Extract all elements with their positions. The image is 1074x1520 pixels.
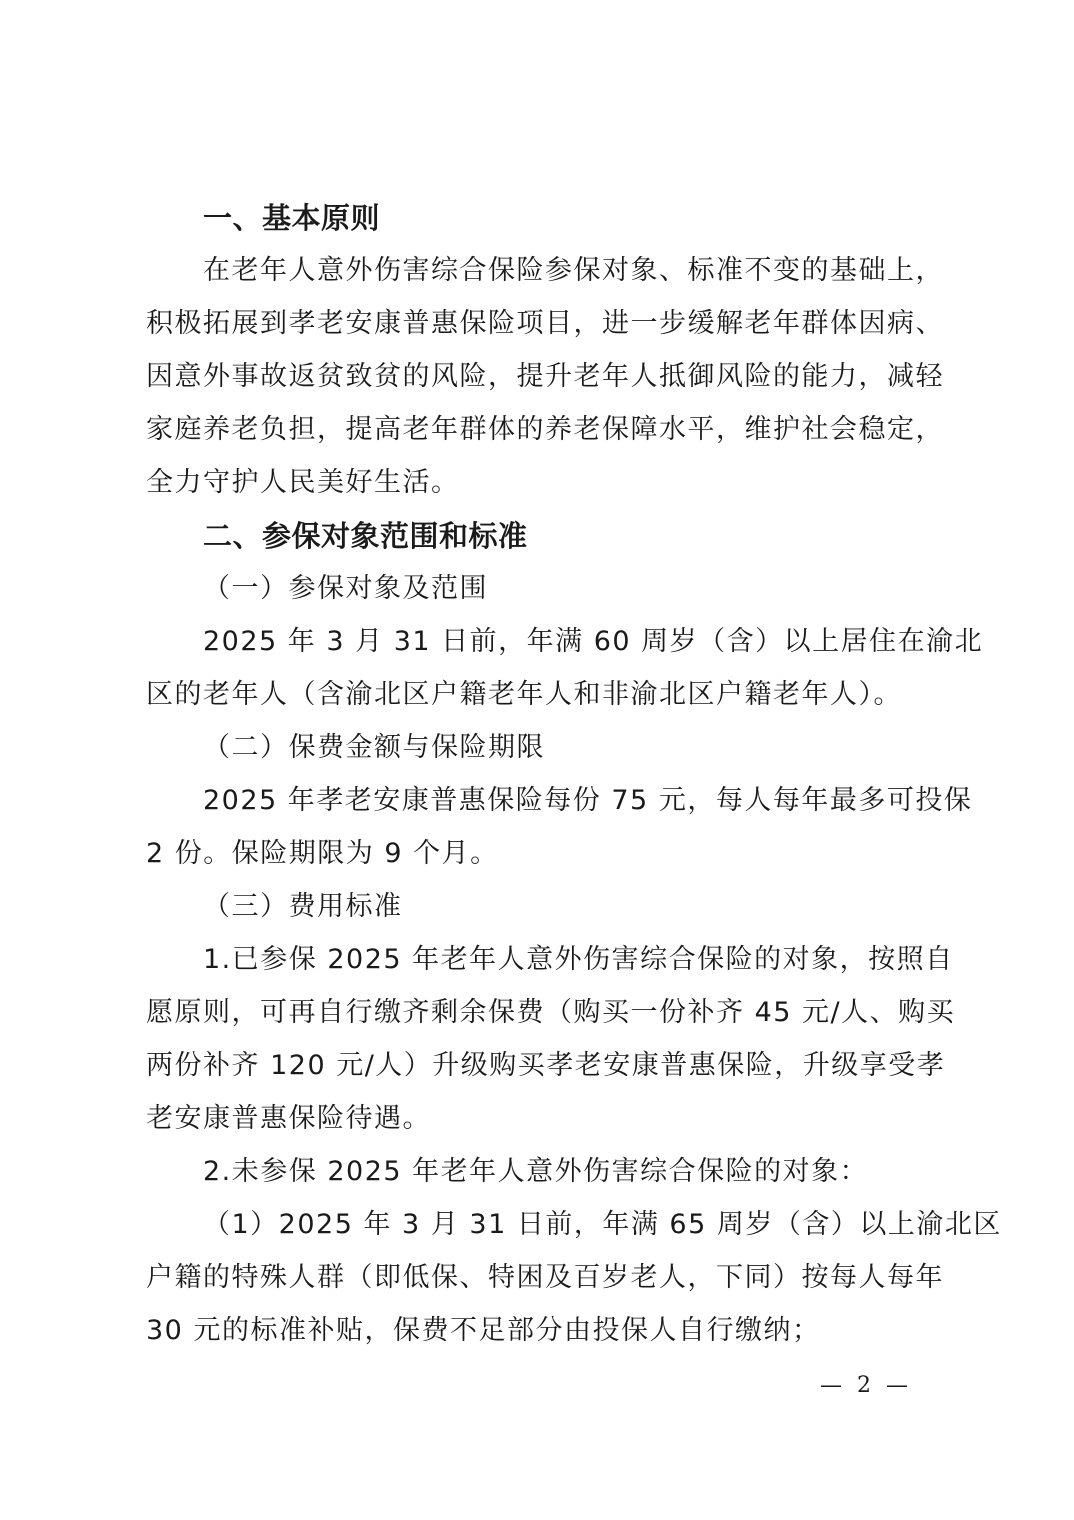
paragraph-line: 2025 年孝老安康普惠保险每份 75 元，每人每年最多可投保 (203, 785, 973, 816)
paragraph-line: 30 元的标准补贴，保费不足部分由投保人自行缴纳； (146, 1315, 821, 1346)
section-heading-basic-principles: 一、基本原则 (203, 201, 381, 235)
paragraph-line: 家庭养老负担，提高老年群体的养老保障水平，维护社会稳定， (146, 414, 944, 445)
page-number: — 2 — (820, 1373, 912, 1398)
paragraph-line: （1）2025 年 3 月 31 日前，年满 65 周岁（含）以上渝北区 (203, 1209, 1002, 1240)
paragraph-line: 户籍的特殊人群（即低保、特困及百岁老人，下同）按每人每年 (146, 1262, 944, 1293)
paragraph-line: 区的老年人（含渝北区户籍老年人和非渝北区户籍老年人）。 (146, 679, 902, 710)
paragraph-line: 2.未参保 2025 年老年人意外伤害综合保险的对象： (203, 1156, 869, 1187)
subsection-heading-scope: （一）参保对象及范围 (203, 573, 488, 604)
paragraph-line: 1.已参保 2025 年老年人意外伤害综合保险的对象，按照自 (203, 944, 954, 975)
paragraph-line: 积极拓展到孝老安康普惠保险项目，进一步缓解老年群体因病、 (146, 308, 944, 339)
paragraph-line: 2 份。保险期限为 9 个月。 (146, 838, 499, 869)
paragraph-line: 愿原则，可再自行缴齐剩余保费（购买一份补齐 45 元/人、购买 (146, 997, 956, 1028)
paragraph-line: 2025 年 3 月 31 日前，年满 60 周岁（含）以上居住在渝北 (203, 626, 984, 657)
paragraph-line: 全力守护人民美好生活。 (146, 467, 460, 498)
subsection-heading-premium-and-term: （二）保费金额与保险期限 (203, 732, 545, 763)
paragraph-line: 两份补齐 120 元/人）升级购买孝老安康普惠保险，升级享受孝 (146, 1050, 946, 1081)
paragraph-line: 在老年人意外伤害综合保险参保对象、标准不变的基础上， (203, 255, 944, 286)
paragraph-line: 老安康普惠保险待遇。 (146, 1103, 431, 1134)
paragraph-line: 因意外事故返贫致贫的风险，提升老年人抵御风险的能力，减轻 (146, 361, 944, 392)
subsection-heading-fee-standard: （三）费用标准 (203, 891, 403, 922)
section-heading-scope-and-standard: 二、参保对象范围和标准 (203, 519, 528, 553)
